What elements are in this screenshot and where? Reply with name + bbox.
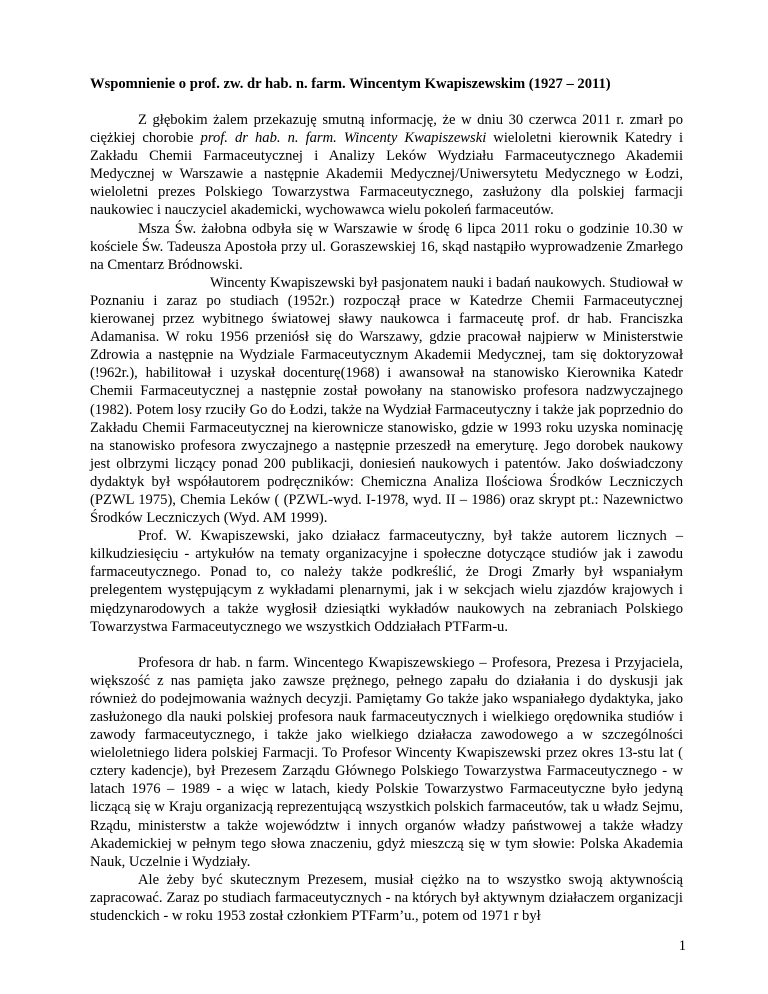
paragraph-announcement xyxy=(90,111,683,220)
paragraph-presidency: Ale żeby być skutecznym Prezesem, musiał ciężko na to wszystko swoją aktywnością zapracować. Zaraz po studiach farmaceutycznych - na których był aktywnym działaczem organizacji studenckich - w roku 1953 został członkiem PTFarm’u., potem od 1971 r był xyxy=(90,871,683,925)
page-number: 1 xyxy=(678,938,686,954)
paragraph-career: Wincenty Kwapiszewski był pasjonatem nauki i badań naukowych. Studiował w Poznaniu i zaraz po studiach (1952r.) rozpoczął prace w Katedrze Chemii Farmaceutycznej kierowanej przez wybitnego światowej sławy naukowca i farmaceutę prof. dr hab. Franciszka Adamanisa. W roku 1956 przeniósł się do Warszawy, gdzie pracował najpierw w Ministerstwie Zdrowia a następnie na Wydziale Farmaceutycznym Akademii Medycznej, tam się doktoryzował (!962r.), habilitował i uzyskał docenturę(1968) i awansował na stanowisko Kierownika Katedr Chemii Farmaceutycznej a następnie został powołany na stanowisko profesora nadzwyczajnego (1982). Potem losy rzuciły Go do Łodzi, także na Wydział Farmaceutyczny i także jak poprzednio do Zakładu Chemii Farmaceutycznej na kierownicze stanowisko, gdzie w 1993 roku uzyska nominację na stanowisko profesora zwyczajnego a następnie przeszedł na emeryturę. Jego dorobek naukowy jest olbrzymi liczący ponad 200 publikacji, doniesień naukowych i patentów. Jako doświadczony dydaktyk był współautorem podręczników: Chemiczna Analiza Ilościowa Środków Leczniczych (PZWL 1975), Chemia Leków ( (PZWL-wyd. I-1978, wyd. II – 1986) oraz skrypt pt.: Nazewnictwo Środków Leczniczych (Wyd. AM 1999). xyxy=(90,274,683,527)
paragraph-announcement-text-end: wieloletni kierownik Katedry i Zakładu Chemii Farmaceutycznej i Analizy Leków Wydziału Farmaceutycznego Akademii Medycznej w Warszawie a następnie Akademii Medycznej/Uniwersytetu Medycznego w Łodzi, wieloletni prezes Polskiego Towarzystwa Farmaceutycznego, zasłużony dla polskiej farmacji naukowiec i nauczyciel akademicki, wychowawca wielu pokoleń farmaceutów. xyxy=(90,130,683,219)
paragraph-announcement-text-start: Z głębokim żalem przekazuję smutną informację, że w dniu 30 czerwca 2011 r. zmarł po ciężkiej chorobie xyxy=(90,112,683,147)
paragraph-memories: Profesora dr hab. n farm. Wincentego Kwapiszewskiego – Profesora, Prezesa i Przyjaciela, większość z nas pamięta jako zawsze prężnego, pełnego zapału do działania i do dyskusji jak również do podejmowania ważnych decyzji. Pamiętamy Go także jako wspaniałego dydaktyka, jako zasłużonego dla nauki polskiej profesora nauk farmaceutycznych i wielkiego orędownika studiów i zawody farmaceutycznego, i także jako wielkiego działacza zawodowego a w szczególności wieloletniego lidera polskiej Farmacji. To Profesor Wincenty Kwapiszewski przez okres 13-stu lat ( cztery kadencje), był Prezesem Zarządu Głównego Polskiego Towarzystwa Farmaceutycznego - w latach 1976 – 1989 - a więc w latach, kiedy Polskie Towarzystwo Farmaceutyczne było jedyną liczącą się w Kraju organizacją reprezentującą wszystkich polskich farmaceutów, tak u władz Sejmu, Rządu, ministerstw a także województw i innych organów władzy państwowej a także władzy Akademickiej w pełnym tego słowa znaczeniu, gdyż mieszczą się w tym słowie: Polska Akademia Nauk, Uczelnie i Wydziały. xyxy=(90,654,683,870)
document-title: Wspomnienie o prof. zw. dr hab. n. farm. Wincentym Kwapiszewskim (1927 – 2011) xyxy=(90,76,611,92)
paragraph-funeral: Msza Św. żałobna odbyła się w Warszawie w środę 6 lipca 2011 roku o godzinie 10.30 w kościele Św. Tadeusza Apostoła przy ul. Goraszewskiej 16, skąd nastąpiło wyprowadzenie Zmarłego na Cmentarz Bródnowski. xyxy=(90,220,683,273)
deceased-name-italic: prof. dr hab. n. farm. Wincenty Kwapiszewski xyxy=(200,130,487,147)
paragraph-activities: Prof. W. Kwapiszewski, jako działacz farmaceutyczny, był także autorem licznych – kilkudziesięciu - artykułów na tematy organizacyjne i społeczne dotyczące studiów jak i zawodu farmaceutycznego. Ponad to, co należy także podkreślić, że Drogi Zmarły był wspaniałym prelegentem występującym z wykładami plenarnymi, jak i w sekcjach wielu zjazdów krajowych i międzynarodowych a także wygłosił dziesiątki wykładów naukowych na zebraniach Polskiego Towarzystwa Farmaceutycznego we wszystkich Oddziałach PTFarm-u. xyxy=(90,528,683,635)
